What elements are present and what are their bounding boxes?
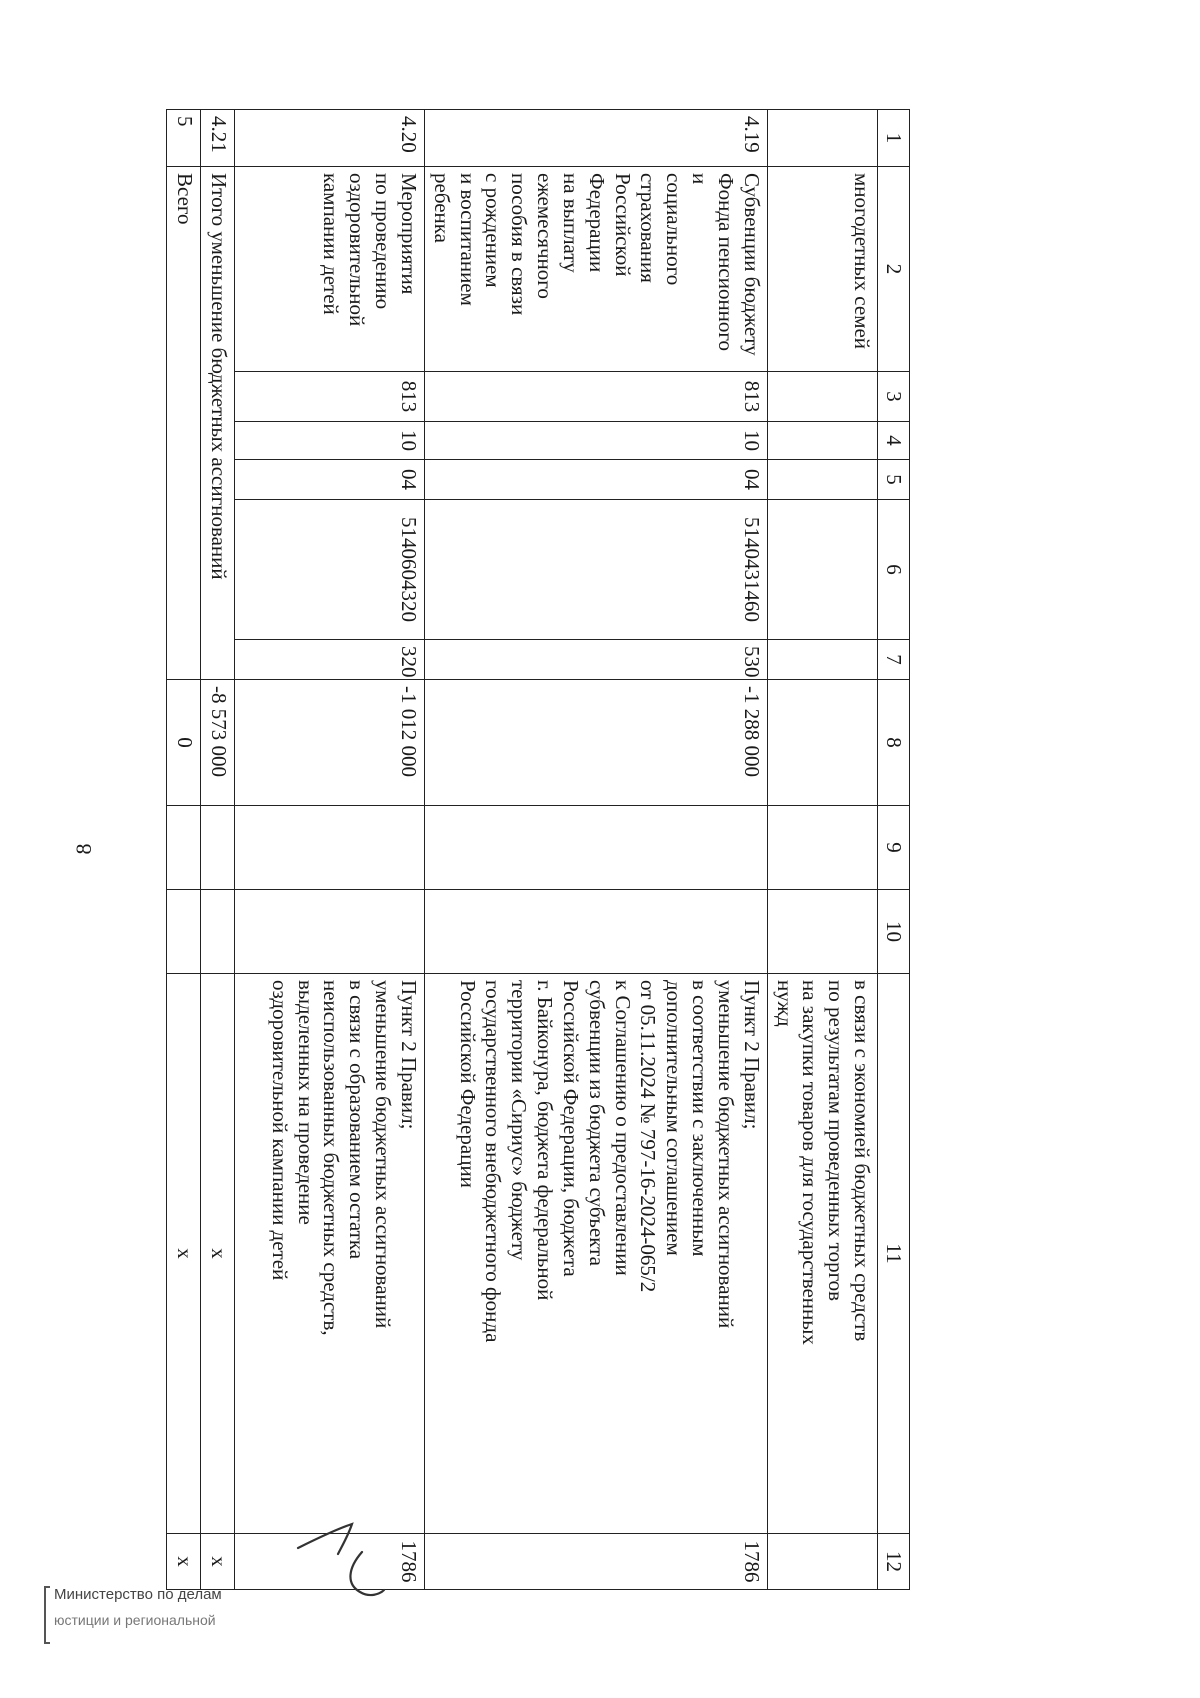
cell-col7: 320 [234,640,424,680]
header-cell: 12 [878,1534,910,1590]
cell-name: Мероприятия по проведению оздоровительной кампании детей [234,167,424,372]
header-cell: 4 [878,422,910,460]
cell-total-label: Всего [166,167,200,680]
cell-col4: 10 [424,422,767,460]
header-cell: 10 [878,890,910,974]
cell-number: 4.21 [200,110,234,167]
cell-col9 [200,806,234,890]
cell-basis: в связи с экономией бюджетных средств по результатам проведенных торгов на закупки товаров для государственных нужд [767,974,877,1534]
cell-name: многодетных семей [767,167,877,372]
cell-amount: -1 288 000 [424,680,767,806]
cell-col10 [200,890,234,974]
table-row-4-20 [234,110,424,1590]
stamp-bracket [44,1586,50,1644]
cell-code: x [200,1534,234,1590]
stamp-line-1: Министерство по делам [54,1586,222,1603]
cell-col5: 04 [234,460,424,500]
header-cell: 5 [878,460,910,500]
cell-code: 1786 [424,1534,767,1590]
cell-amount: 0 [166,680,200,806]
cell-amount: -1 012 000 [234,680,424,806]
stamp-line-2: юстиции и региональной [54,1612,216,1628]
table-row-5 [166,110,200,1590]
table-row-4-19 [424,110,767,1590]
cell-basis: Пункт 2 Правил; уменьшение бюджетных ассигнований в связи с образованием остатка неиспользованных бюджетных средств, выделенных на проведение оздоровительной кампании детей [234,974,424,1534]
cell-name: Субвенции бюджету Фонда пенсионного и социального страхования Российской Федерации на выплату ежемесячного пособия в связи с рождением и воспитанием ребенка [424,167,767,372]
cell-col3 [767,372,877,422]
cell-number: 5 [166,110,200,167]
cell-total-label: Итого уменьшение бюджетных ассигнований [200,167,234,680]
table-header-row [878,110,910,1590]
page-number: 8 [71,843,96,855]
table-row-4-21 [200,110,234,1590]
cell-col4 [767,422,877,460]
cell-code: 1786 [234,1534,424,1590]
budget-table [166,109,910,1590]
ministry-stamp [40,1584,262,1642]
cell-col5: 04 [424,460,767,500]
cell-col4: 10 [234,422,424,460]
cell-col6: 5140431460 [424,500,767,640]
header-cell: 1 [878,110,910,167]
header-cell: 9 [878,806,910,890]
cell-basis: Пункт 2 Правил; уменьшение бюджетных ассигнований в соответствии с заключенным дополнительным соглашением от 05.11.2024 № 797-16-2024-065/2 к Соглашению о предоставлении субвенции из бюджета субъекта Российской Федерации, бюджета г. Байконура, бюджета федеральной территории «Сириус» бюджету государственного внебюджетного фонда Российской Федерации [424,974,767,1534]
cell-code: x [166,1534,200,1590]
cell-col7 [767,640,877,680]
cell-amount [767,680,877,806]
table-row-continuation [767,110,877,1590]
cell-col9 [234,806,424,890]
cell-col6 [767,500,877,640]
budget-table-container [173,109,910,1589]
cell-col6: 5140604320 [234,500,424,640]
cell-col3: 813 [424,372,767,422]
cell-col9 [767,806,877,890]
header-cell: 8 [878,680,910,806]
header-cell: 2 [878,167,910,372]
cell-col10 [424,890,767,974]
cell-number: 4.19 [424,110,767,167]
cell-col10 [767,890,877,974]
cell-code [767,1534,877,1590]
cell-number [767,110,877,167]
header-cell: 3 [878,372,910,422]
cell-basis: x [166,974,200,1534]
handwritten-signature [290,1510,410,1610]
cell-col9 [424,806,767,890]
cell-number: 4.20 [234,110,424,167]
cell-amount: -8 573 000 [200,680,234,806]
header-cell: 6 [878,500,910,640]
cell-col10 [166,890,200,974]
cell-col3: 813 [234,372,424,422]
cell-col9 [166,806,200,890]
cell-col5 [767,460,877,500]
header-cell: 7 [878,640,910,680]
cell-col7: 530 [424,640,767,680]
header-cell: 11 [878,974,910,1534]
cell-col10 [234,890,424,974]
cell-basis: x [200,974,234,1534]
